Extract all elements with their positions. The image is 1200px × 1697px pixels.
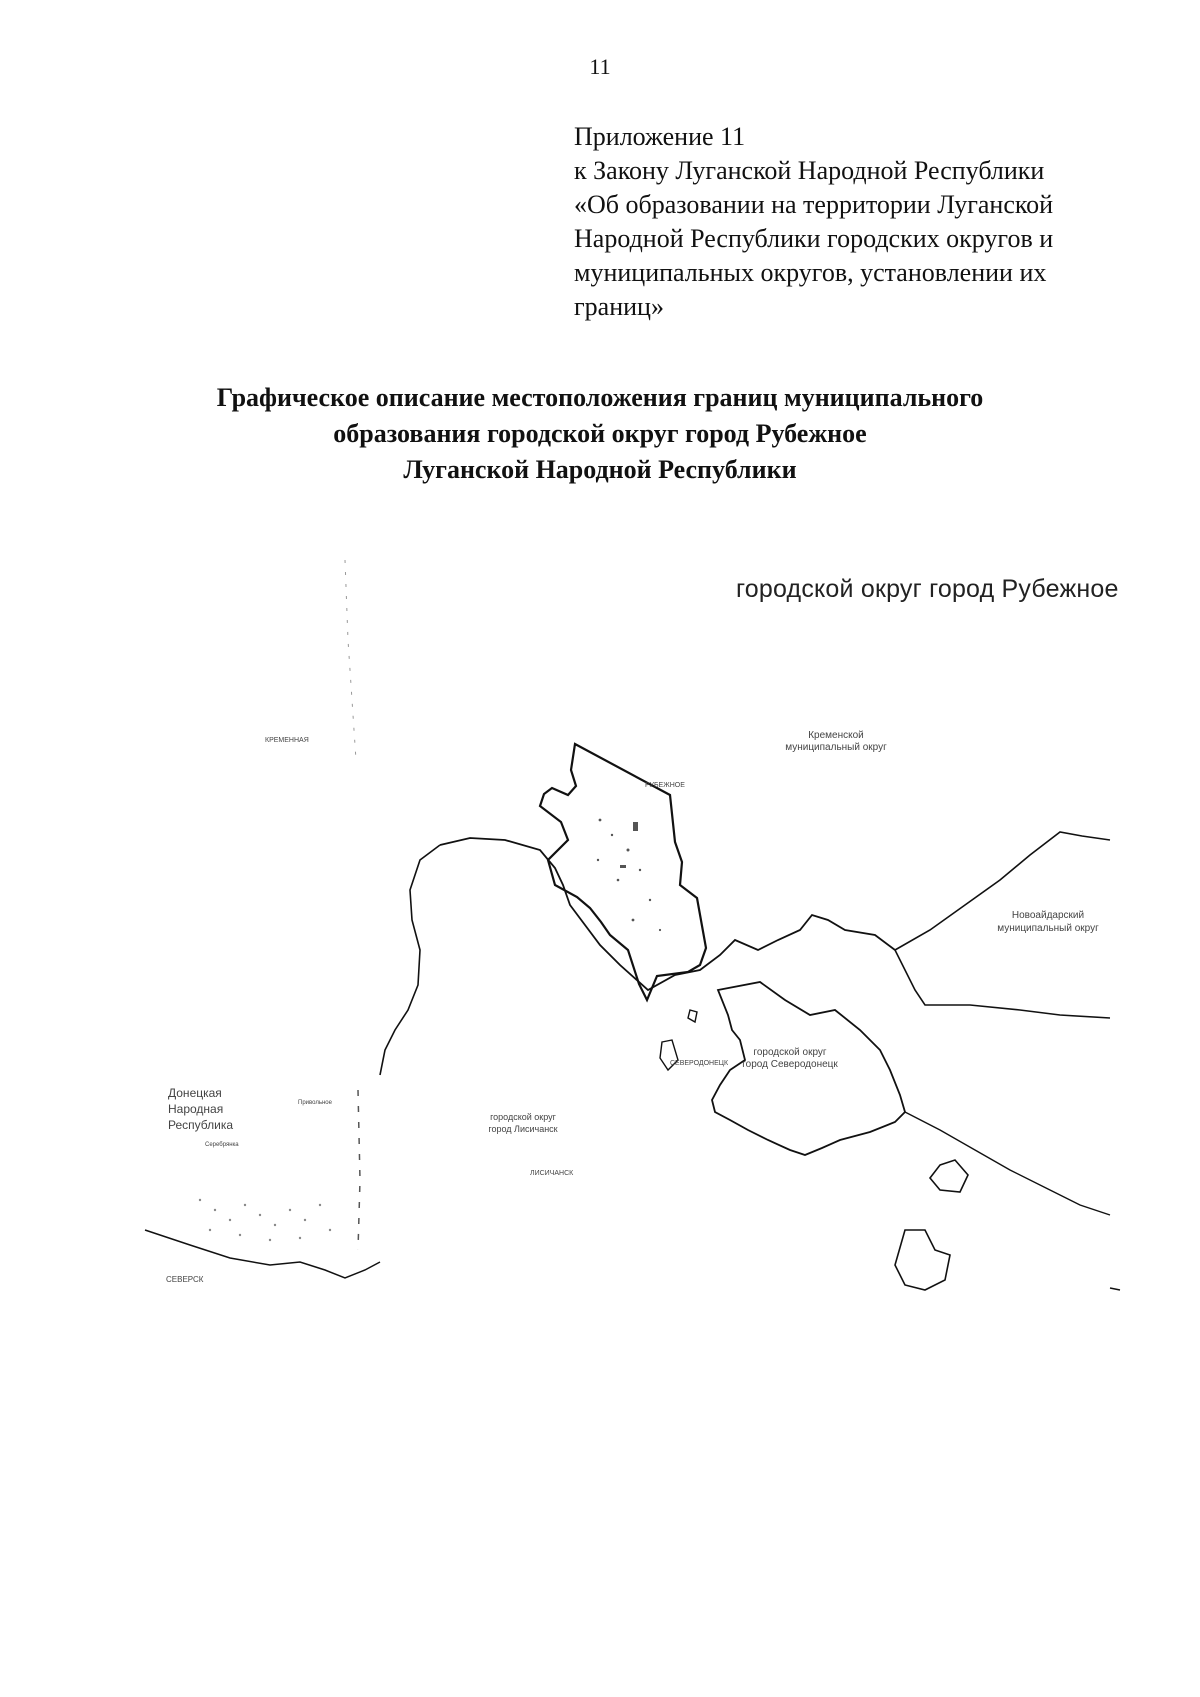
label-novoaidar: Новоайдарский <box>1011 910 1085 921</box>
label-severodonetsk-town: СЕВЕРОДОНЕЦК <box>670 1060 729 1067</box>
title-line: Графическое описание местоположения границ муниципального <box>216 383 984 412</box>
river-line <box>380 845 440 1075</box>
river-line <box>440 838 895 990</box>
label-novoaidar: муниципальный округ <box>997 923 1099 934</box>
annex-line: «Об образовании на территории Луганской <box>574 190 1054 219</box>
label-severodonetsk: город Северодонецк <box>742 1059 838 1070</box>
annex-line: муниципальных округов, установлении их <box>574 258 1047 287</box>
label-dnr: Республика <box>168 1118 234 1132</box>
label-lisichansk-town: ЛИСИЧАНСК <box>530 1170 574 1177</box>
rubezhnoe-builtup <box>597 819 661 932</box>
road-line <box>358 1090 360 1250</box>
label-seversk: СЕВЕРСК <box>166 1275 204 1284</box>
annex-line: Народной Республики городских округов и <box>574 224 1054 253</box>
annex-line: к Закону Луганской Народной Республики <box>574 156 1045 185</box>
label-serebryanka: Серебрянка <box>205 1142 239 1148</box>
label-dnr: Донецкая <box>168 1086 222 1100</box>
label-lisichansk: город Лисичанск <box>488 1124 558 1134</box>
label-rubezhnoe-town: РУБЕЖНОЕ <box>645 782 685 789</box>
lake <box>895 1230 950 1290</box>
district-boundary <box>905 1112 1110 1215</box>
label-severodonetsk: городской округ <box>753 1047 827 1058</box>
settlement-dots <box>199 1199 331 1241</box>
label-lisichansk: городской округ <box>490 1112 556 1122</box>
novoaidar-boundary <box>895 950 1110 1018</box>
river-line <box>145 1230 380 1278</box>
label-pryvillia: Привольное <box>298 1100 332 1106</box>
map-title: городской округ город Рубежное <box>736 575 1119 603</box>
label-kremennaya: муниципальный округ <box>785 742 887 753</box>
annex-line: Приложение 11 <box>574 122 746 151</box>
lake <box>688 1010 697 1022</box>
label-kremennaya: Кременской <box>808 730 864 741</box>
label-dnr: Народная <box>168 1102 224 1116</box>
road-line <box>345 560 356 760</box>
river-line <box>1110 1288 1120 1290</box>
title-line: образования городской округ город Рубежное <box>333 419 867 448</box>
annex-line: границ» <box>574 292 664 321</box>
title-line: Луганской Народной Республики <box>403 455 797 484</box>
lake <box>930 1160 968 1192</box>
page-number: 11 <box>589 54 611 79</box>
label-kreminna-town: КРЕМЕННАЯ <box>265 737 309 744</box>
